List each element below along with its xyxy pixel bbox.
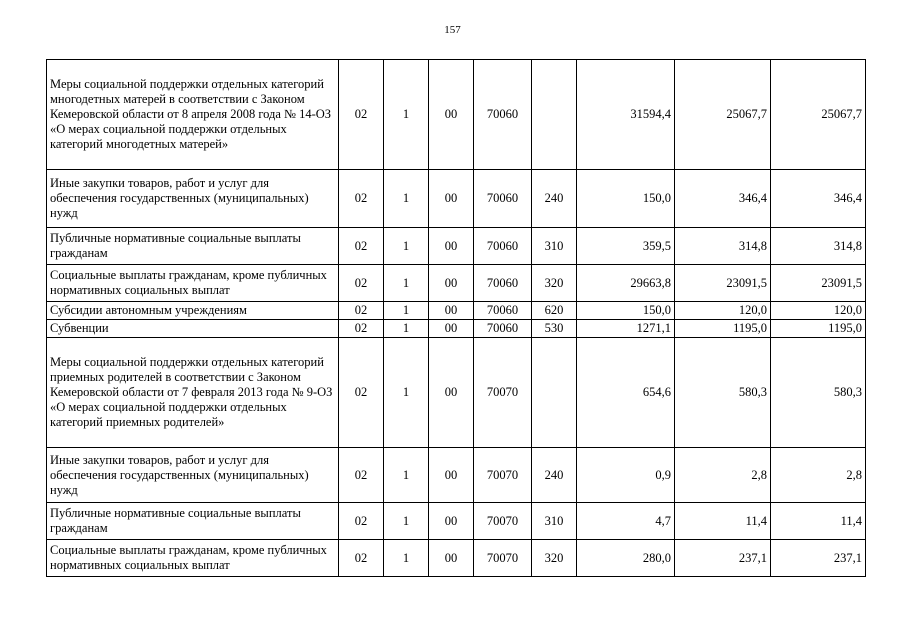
- target-article-cell: 70070: [474, 503, 532, 540]
- section-code-cell: 02: [339, 60, 384, 170]
- amount-year3-cell: 11,4: [771, 503, 866, 540]
- amount-year3-cell: 1195,0: [771, 320, 866, 338]
- amount-year3-cell: 237,1: [771, 540, 866, 577]
- amount-year2-cell: 1195,0: [675, 320, 771, 338]
- section-code-cell: 02: [339, 338, 384, 448]
- row-name-cell: Социальные выплаты гражданам, кроме публичных нормативных социальных выплат: [47, 540, 339, 577]
- amount-year1-cell: 359,5: [577, 228, 675, 265]
- expense-type-cell: 320: [532, 540, 577, 577]
- program-code-cell: 00: [429, 448, 474, 503]
- amount-year2-cell: 314,8: [675, 228, 771, 265]
- amount-year2-cell: 237,1: [675, 540, 771, 577]
- amount-year2-cell: 120,0: [675, 302, 771, 320]
- expense-type-cell: 320: [532, 265, 577, 302]
- target-article-cell: 70060: [474, 265, 532, 302]
- subsection-code-cell: 1: [384, 503, 429, 540]
- subsection-code-cell: 1: [384, 228, 429, 265]
- section-code-cell: 02: [339, 302, 384, 320]
- target-article-cell: 70060: [474, 302, 532, 320]
- row-name-cell: Меры социальной поддержки отдельных категорий многодетных матерей в соответствии с Законом Кемеровской области от 8 апреля 2008 года № 14-ОЗ «О мерах социальной поддержки отдельных категорий многодетных матерей»: [47, 60, 339, 170]
- amount-year1-cell: 1271,1: [577, 320, 675, 338]
- expense-type-cell: 620: [532, 302, 577, 320]
- section-code-cell: 02: [339, 320, 384, 338]
- amount-year1-cell: 654,6: [577, 338, 675, 448]
- amount-year1-cell: 4,7: [577, 503, 675, 540]
- section-code-cell: 02: [339, 170, 384, 228]
- subsection-code-cell: 1: [384, 320, 429, 338]
- row-name-cell: Субвенции: [47, 320, 339, 338]
- row-name-cell: Субсидии автономным учреждениям: [47, 302, 339, 320]
- expense-type-cell: 240: [532, 448, 577, 503]
- expense-type-cell: 310: [532, 228, 577, 265]
- amount-year3-cell: 580,3: [771, 338, 866, 448]
- target-article-cell: 70060: [474, 320, 532, 338]
- amount-year1-cell: 280,0: [577, 540, 675, 577]
- target-article-cell: 70060: [474, 228, 532, 265]
- table-row: [47, 338, 866, 448]
- subsection-code-cell: 1: [384, 265, 429, 302]
- row-name-cell: Социальные выплаты гражданам, кроме публичных нормативных социальных выплат: [47, 265, 339, 302]
- page-number: 157: [444, 24, 461, 36]
- program-code-cell: 00: [429, 60, 474, 170]
- expense-type-cell: 240: [532, 170, 577, 228]
- table-row: [47, 320, 866, 338]
- subsection-code-cell: 1: [384, 338, 429, 448]
- amount-year3-cell: 346,4: [771, 170, 866, 228]
- subsection-code-cell: 1: [384, 448, 429, 503]
- section-code-cell: 02: [339, 503, 384, 540]
- program-code-cell: 00: [429, 540, 474, 577]
- expense-type-cell: 310: [532, 503, 577, 540]
- program-code-cell: 00: [429, 320, 474, 338]
- subsection-code-cell: 1: [384, 170, 429, 228]
- expense-type-cell: 530: [532, 320, 577, 338]
- target-article-cell: 70060: [474, 60, 532, 170]
- row-name-cell: Иные закупки товаров, работ и услуг для обеспечения государственных (муниципальных) нужд: [47, 448, 339, 503]
- table-row: [47, 170, 866, 228]
- subsection-code-cell: 1: [384, 60, 429, 170]
- amount-year1-cell: 29663,8: [577, 265, 675, 302]
- row-name-cell: Иные закупки товаров, работ и услуг для обеспечения государственных (муниципальных) нужд: [47, 170, 339, 228]
- amount-year2-cell: 580,3: [675, 338, 771, 448]
- table-body: [47, 60, 866, 577]
- amount-year2-cell: 25067,7: [675, 60, 771, 170]
- table-row: [47, 540, 866, 577]
- expense-type-cell: [532, 338, 577, 448]
- amount-year1-cell: 0,9: [577, 448, 675, 503]
- target-article-cell: 70060: [474, 170, 532, 228]
- table-row: [47, 60, 866, 170]
- amount-year1-cell: 150,0: [577, 170, 675, 228]
- target-article-cell: 70070: [474, 338, 532, 448]
- subsection-code-cell: 1: [384, 302, 429, 320]
- section-code-cell: 02: [339, 540, 384, 577]
- amount-year3-cell: 314,8: [771, 228, 866, 265]
- amount-year1-cell: 31594,4: [577, 60, 675, 170]
- amount-year3-cell: 2,8: [771, 448, 866, 503]
- row-name-cell: Публичные нормативные социальные выплаты гражданам: [47, 228, 339, 265]
- program-code-cell: 00: [429, 338, 474, 448]
- program-code-cell: 00: [429, 170, 474, 228]
- row-name-cell: Публичные нормативные социальные выплаты гражданам: [47, 503, 339, 540]
- table-row: [47, 302, 866, 320]
- program-code-cell: 00: [429, 302, 474, 320]
- section-code-cell: 02: [339, 228, 384, 265]
- amount-year1-cell: 150,0: [577, 302, 675, 320]
- amount-year2-cell: 346,4: [675, 170, 771, 228]
- program-code-cell: 00: [429, 265, 474, 302]
- amount-year2-cell: 11,4: [675, 503, 771, 540]
- expense-type-cell: [532, 60, 577, 170]
- table-row: [47, 503, 866, 540]
- section-code-cell: 02: [339, 448, 384, 503]
- table-row: [47, 265, 866, 302]
- amount-year2-cell: 23091,5: [675, 265, 771, 302]
- subsection-code-cell: 1: [384, 540, 429, 577]
- table-row: [47, 448, 866, 503]
- target-article-cell: 70070: [474, 448, 532, 503]
- program-code-cell: 00: [429, 503, 474, 540]
- amount-year2-cell: 2,8: [675, 448, 771, 503]
- section-code-cell: 02: [339, 265, 384, 302]
- amount-year3-cell: 120,0: [771, 302, 866, 320]
- program-code-cell: 00: [429, 228, 474, 265]
- amount-year3-cell: 25067,7: [771, 60, 866, 170]
- row-name-cell: Меры социальной поддержки отдельных категорий приемных родителей в соответствии с Законом Кемеровской области от 7 февраля 2013 года № 9-ОЗ «О мерах социальной поддержки отдельных категорий приемных родителей»: [47, 338, 339, 448]
- budget-table: [46, 59, 866, 577]
- target-article-cell: 70070: [474, 540, 532, 577]
- amount-year3-cell: 23091,5: [771, 265, 866, 302]
- table-row: [47, 228, 866, 265]
